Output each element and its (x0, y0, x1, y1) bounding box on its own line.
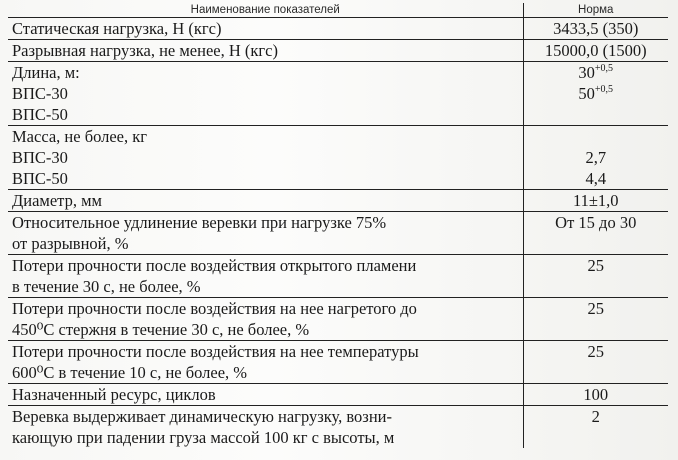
row-name-cell (8, 40, 523, 62)
row-value-cell (523, 212, 668, 255)
table-row (8, 298, 668, 341)
row-name-text: Потери прочности после воздействия на нее нагретого до (12, 299, 417, 318)
row-name-text: Потери прочности после воздействия на нее температуры (12, 342, 419, 361)
row-name-text: ВПС-30 (12, 148, 68, 167)
row-name-cell (8, 298, 523, 341)
row-value-text: 100 (583, 385, 609, 404)
row-name-text: Разрывная нагрузка, не менее, Н (кгс) (12, 41, 278, 60)
row-name-text: Диаметр, мм (12, 191, 102, 210)
row-name-text: Назначенный ресурс, циклов (12, 385, 216, 404)
row-value-text: 25 (587, 299, 604, 318)
row-name-text: Масса, не более, кг (12, 127, 148, 146)
row-name-text: от разрывной, % (12, 234, 129, 253)
row-name-cell (8, 341, 523, 384)
table-row (8, 40, 668, 62)
table-row (8, 62, 668, 126)
row-value-text: 4,4 (585, 169, 607, 188)
column-header-name: Наименование показателей (8, 3, 523, 18)
row-name-text: кающую при падении груза массой 100 кг с высоты, м (12, 428, 395, 447)
row-value-text: 3433,5 (350) (553, 19, 639, 38)
row-value-text (524, 126, 669, 147)
length-30-tolerance: +0,5 (594, 62, 614, 74)
row-name-text: Относительное удлинение веревки при нагрузке 75% (12, 213, 387, 232)
row-value-cell (523, 190, 668, 212)
table-row (8, 126, 668, 190)
row-name-text: ВПС-30 (12, 84, 68, 103)
specs-table (8, 3, 668, 448)
row-name-cell (8, 212, 523, 255)
row-name-text: ВПС-50 (12, 169, 68, 188)
row-value-cell (523, 126, 668, 190)
table-header-row (8, 3, 668, 18)
table-row (8, 384, 668, 406)
table-row (8, 212, 668, 255)
table-row (8, 190, 668, 212)
row-name-cell (8, 384, 523, 406)
row-value-text: 15000,0 (1500) (544, 41, 647, 60)
length-50-tolerance: +0,5 (594, 83, 614, 95)
row-value-text: 25 (587, 342, 604, 361)
row-name-text: Статическая нагрузка, Н (кгс) (12, 19, 222, 38)
row-name-cell (8, 406, 523, 449)
row-name-text: Длина, м: (12, 63, 80, 82)
row-name-text: 600⁰С в течение 10 с, не более, % (12, 363, 248, 382)
row-name-cell (8, 62, 523, 126)
row-name-text: 450⁰С стержня в течение 30 с, не более, % (12, 320, 310, 339)
row-value-text (524, 62, 669, 83)
length-30-value: 30 (578, 63, 595, 82)
row-value-text: 2,7 (585, 148, 607, 167)
row-value-cell (523, 298, 668, 341)
row-value-cell (523, 341, 668, 384)
table-row (8, 406, 668, 449)
row-value-cell (523, 255, 668, 298)
row-name-text: Веревка выдерживает динамическую нагрузку, возни- (12, 407, 392, 426)
column-header-norm: Норма (523, 3, 668, 18)
row-value-text: 2 (591, 407, 600, 426)
row-value-cell (523, 62, 668, 126)
row-name-cell (8, 255, 523, 298)
table-row (8, 255, 668, 298)
table-row (8, 18, 668, 40)
row-value-text: От 15 до 30 (555, 213, 637, 232)
row-name-cell (8, 18, 523, 40)
row-name-text: Потери прочности после воздействия открытого пламени (12, 256, 417, 275)
row-value-text: 11±1,0 (572, 191, 619, 210)
row-value-text: 25 (587, 256, 604, 275)
row-value-cell (523, 18, 668, 40)
row-value-cell (523, 406, 668, 449)
length-50-value: 50 (578, 84, 595, 103)
table-row (8, 341, 668, 384)
row-value-cell (523, 384, 668, 406)
row-value-cell (523, 40, 668, 62)
row-name-text: в течение 30 с, не более, % (12, 277, 201, 296)
row-name-cell (8, 126, 523, 190)
row-name-cell (8, 190, 523, 212)
row-value-text (524, 83, 669, 104)
row-name-text: ВПС-50 (12, 105, 68, 124)
